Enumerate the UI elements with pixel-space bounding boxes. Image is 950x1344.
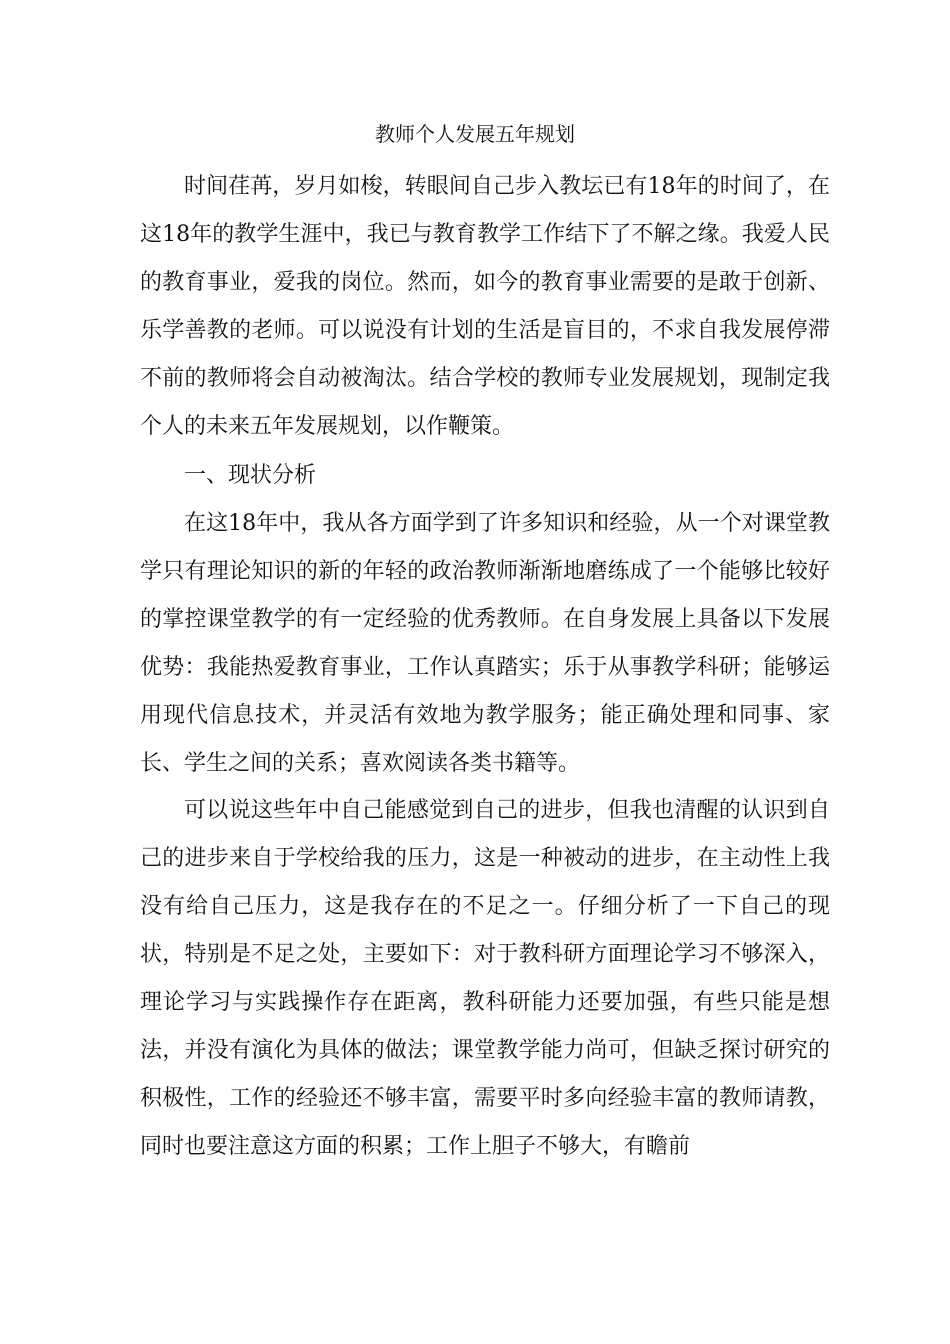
document-title: 教师个人发展五年规划 [375, 122, 575, 146]
paragraph-intro: 时间荏苒，岁月如梭，转眼间自己步入教坛已有18年的时间了，在这18年的教学生涯中，我已与教育教学工作结下了不解之缘。我爱人民的教育事业，爱我的岗位。然而，如今的教育事业需要的是敢于创新、乐学善教的老师。可以说没有计划的生活是盲目的，不求自我发展停滞不前的教师将会自动被淘汰。结合学校的教师专业发展规划，现制定我个人的未来五年发展规划，以作鞭策。 [140, 174, 830, 439]
paragraph-weaknesses: 可以说这些年中自己能感觉到自己的进步，但我也清醒的认识到自己的进步来自于学校给我的压力，这是一种被动的进步，在主动性上我没有给自己压力，这是我存在的不足之一。仔细分析了一下自己的现状，特别是不足之处，主要如下：对于教科研方面理论学习不够深入，理论学习与实践操作存在距离，教科研能力还要加强，有些只能是想法，并没有演化为具体的做法；课堂教学能力尚可，但缺乏探讨研究的积极性，工作的经验还不够丰富，需要平时多向经验丰富的教师请教，同时也要注意这方面的积累；工作上胆子不够大，有瞻前 [140, 798, 830, 1159]
paragraph-strengths: 在这18年中，我从各方面学到了许多知识和经验，从一个对课堂教学只有理论知识的新的年轻的政治教师渐渐地磨练成了一个能够比较好的掌控课堂教学的有一定经验的优秀教师。在自身发展上具备以下发展优势：我能热爱教育事业，工作认真踏实；乐于从事教学科研；能够运用现代信息技术，并灵活有效地为教学服务；能正确处理和同事、家长、学生之间的关系；喜欢阅读各类书籍等。 [140, 511, 830, 776]
section-heading-status-analysis: 一、现状分析 [184, 463, 317, 488]
